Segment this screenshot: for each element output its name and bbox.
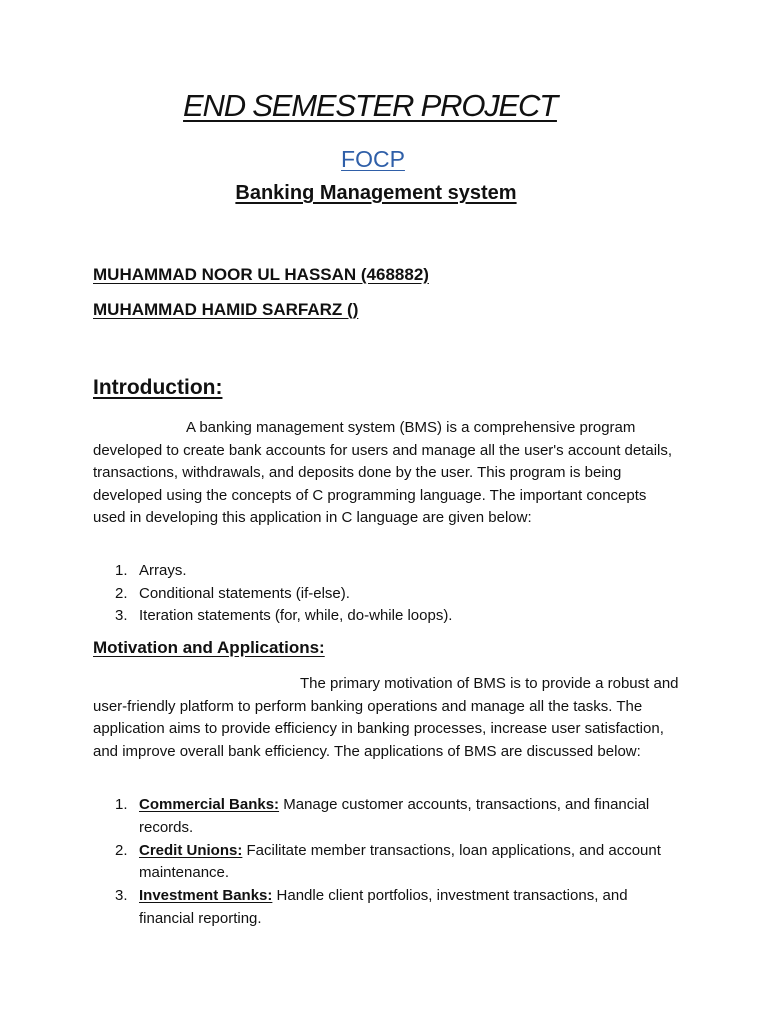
application-description: Handle client portfolios, investment transactions, and financial reporting. <box>139 887 628 927</box>
application-description: Facilitate member transactions, loan applications, and account maintenance. <box>139 841 661 881</box>
list-item-text: Iteration statements (for, while, do-while loops). <box>139 607 453 624</box>
application-term: Credit Unions: <box>139 841 243 859</box>
application-description: Manage customer accounts, transactions, and financial records. <box>139 796 650 836</box>
list-item-text: Conditional statements (if-else). <box>139 584 350 602</box>
list-item <box>93 840 683 885</box>
project-subtitle: Banking Management system <box>235 182 517 204</box>
application-term: Investment Banks: <box>139 887 273 904</box>
motivation-heading: Motivation and Applications: <box>93 638 325 657</box>
introduction-heading: Introduction: <box>93 376 223 399</box>
list-item-text: Arrays. <box>139 562 187 579</box>
author-name: MUHAMMAD NOOR UL HASSAN (468882) <box>93 265 429 284</box>
application-term: Commercial Banks: <box>139 796 280 813</box>
list-number: 2. <box>115 841 128 859</box>
list-number: 1. <box>115 796 128 813</box>
list-item <box>93 583 683 606</box>
list-number: 1. <box>115 562 128 579</box>
author-name: MUHAMMAD HAMID SARFARZ () <box>93 300 359 319</box>
concepts-list <box>93 560 683 628</box>
document-title: END SEMESTER PROJECT <box>183 88 557 123</box>
introduction-paragraph: A banking management system (BMS) is a comprehensive program developed to create bank accounts for users and manage all the user's account details, transactions, withdrawals, and deposits done by the user. This program is being developed using the concepts of C programming language. The important concepts used in developing this application in C language are given below: <box>93 419 673 526</box>
list-item <box>93 794 683 839</box>
course-code: FOCP <box>341 146 405 172</box>
applications-list <box>93 794 683 931</box>
list-number: 2. <box>115 584 128 602</box>
list-item <box>93 605 683 628</box>
list-number: 3. <box>115 887 128 904</box>
list-number: 3. <box>115 607 128 624</box>
motivation-paragraph: The primary motivation of BMS is to provide a robust and user-friendly platform to perform banking operations and manage all the tasks. The application aims to provide efficiency in banking processes, increase user satisfaction, and improve overall bank efficiency. The applications of BMS are discussed below: <box>93 675 679 760</box>
list-item <box>93 560 683 583</box>
list-item <box>93 885 683 930</box>
